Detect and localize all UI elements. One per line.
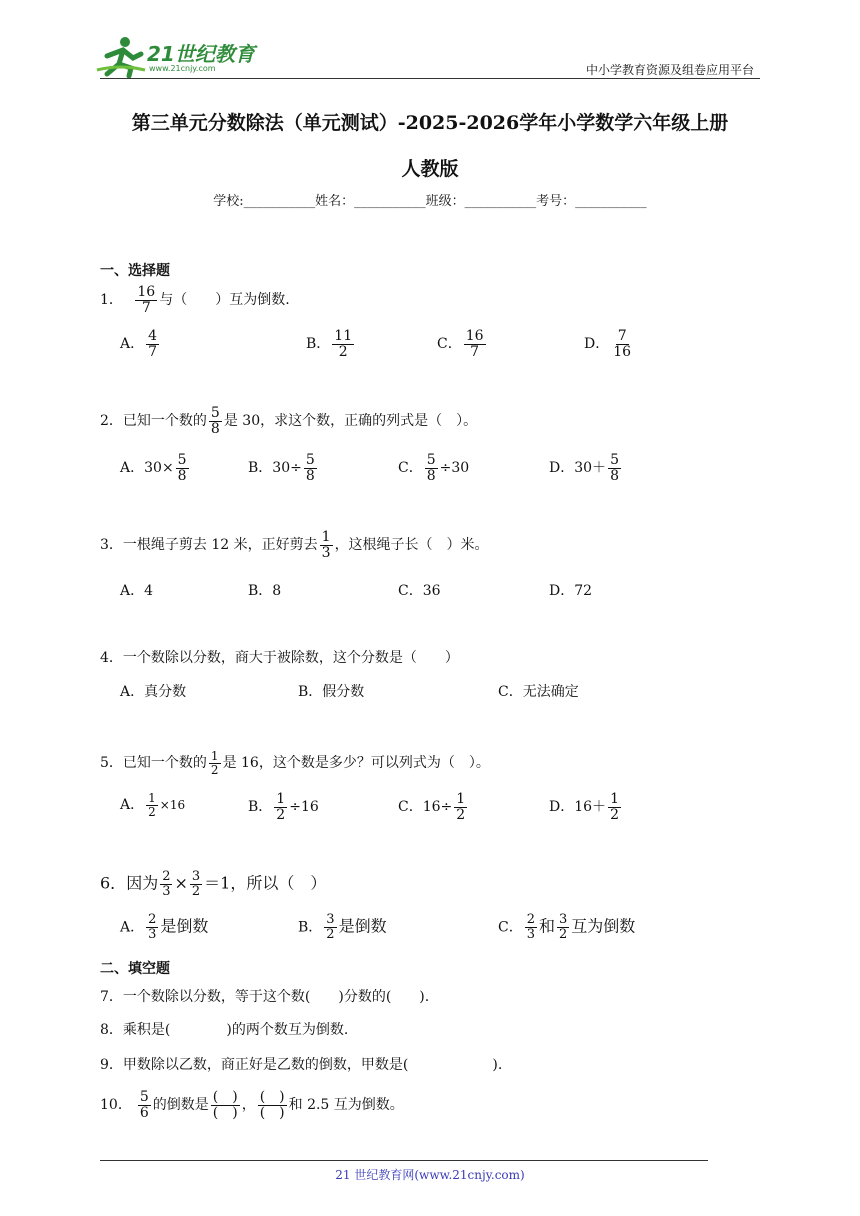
platform-name: 中小学教育资源及组卷应用平台 — [585, 63, 754, 77]
question-10: 10． $\frac{5}{6}$ 的倒数是 $\frac{( )}{( )}$ ， $\frac{( )}{( )}$ 和 2.5 互为倒数。 — [100, 1089, 404, 1121]
question-8: 8．乘积是( )的两个数互为倒数. — [100, 1022, 349, 1038]
q3-option-c[interactable]: C．36 — [398, 583, 441, 599]
q2-option-d[interactable]: D．30＋ $\frac{5}{8}$ — [549, 452, 619, 484]
header-logo — [95, 34, 265, 78]
header-rule — [100, 78, 760, 79]
question-4: 4．一个数除以分数，商大于被除数，这个分数是（ ） — [100, 650, 459, 666]
section-fill-heading: 二、填空题 — [100, 961, 170, 977]
question-7: 7．一个数除以分数，等于这个数( )分数的( ). — [100, 989, 430, 1005]
question-5: 5．已知一个数的 $\frac{1}{2}$ 是 16，这个数是多少？可以列式为（ ）。 — [100, 749, 490, 777]
q3-option-a[interactable]: A．4 — [120, 583, 154, 599]
q5-option-a[interactable]: A． $\frac{1}{2}$ ×16 — [120, 791, 186, 819]
footer-text: 21 世纪教育网(www.21cnjy.com) — [335, 1168, 525, 1182]
student-info-line: 学校:___________姓名：___________班级：___________考号：___________ — [213, 194, 647, 209]
q6-option-a[interactable]: A． $\frac{2}{3}$ 是倒数 — [120, 912, 209, 942]
q1-option-b[interactable]: B． $\frac{11}{2}$ — [306, 328, 353, 360]
section-choice-heading: 一、选择题 — [100, 263, 170, 279]
q4-option-b[interactable]: B．假分数 — [298, 684, 365, 700]
logo-url: www.21cnjy.com — [149, 64, 216, 73]
q2-option-a[interactable]: A．30× $\frac{5}{8}$ — [120, 452, 187, 484]
fraction: $\frac{1}{3}$ — [321, 529, 331, 561]
q5-option-b[interactable]: B． $\frac{1}{2}$ ÷16 — [248, 791, 319, 823]
answer-blank[interactable]: $\frac{( )}{( )}$ — [212, 1089, 238, 1121]
q1-option-d[interactable]: D． $\frac{7}{16}$ — [584, 328, 632, 360]
fraction: $\frac{16}{7}$ — [137, 284, 156, 316]
page-subtitle: 人教版 — [401, 158, 459, 180]
q6-option-c[interactable]: C． $\frac{2}{3}$ 和 $\frac{3}{2}$ 互为倒数 — [498, 912, 636, 942]
fraction: $\frac{1}{2}$ — [210, 749, 219, 777]
question-6: 6．因为 $\frac{2}{3}$ × $\frac{3}{2}$ ＝1，所以（ ） — [100, 869, 327, 899]
q2-option-c[interactable]: C． $\frac{5}{8}$ ÷30 — [398, 452, 470, 484]
q2-option-b[interactable]: B．30÷ $\frac{5}{8}$ — [248, 452, 315, 484]
q3-option-b[interactable]: B．8 — [248, 583, 282, 599]
q4-option-a[interactable]: A．真分数 — [120, 684, 187, 700]
q5-option-c[interactable]: C．16÷ $\frac{1}{2}$ — [398, 791, 466, 823]
fraction: $\frac{5}{8}$ — [210, 405, 220, 437]
q6-option-b[interactable]: B． $\frac{3}{2}$ 是倒数 — [298, 912, 387, 942]
fraction: $\frac{3}{2}$ — [191, 869, 201, 899]
question-2: 2．已知一个数的 $\frac{5}{8}$ 是 30，求这个数，正确的列式是（ ）。 — [100, 405, 478, 437]
q1-option-a[interactable]: A． $\frac{4}{7}$ — [120, 328, 158, 360]
page-title: 第三单元分数除法（单元测试）-2025-2026学年小学数学六年级上册 — [131, 112, 729, 134]
question-9: 9．甲数除以乙数，商正好是乙数的倒数，甲数是( ). — [100, 1057, 503, 1073]
fraction: $\frac{2}{3}$ — [162, 869, 171, 899]
answer-blank[interactable]: $\frac{( )}{( )}$ — [259, 1089, 285, 1121]
q4-option-c[interactable]: C．无法确定 — [498, 684, 579, 700]
q5-option-d[interactable]: D．16＋ $\frac{1}{2}$ — [549, 791, 619, 823]
question-3: 3．一根绳子剪去 12 米，正好剪去 $\frac{1}{3}$ ，这根绳子长（ ）米。 — [100, 529, 489, 561]
q1-option-c[interactable]: C． $\frac{16}{7}$ — [437, 328, 484, 360]
question-1: 1． $\frac{16}{7}$ 与（ ）互为倒数. — [100, 284, 290, 316]
footer-rule — [100, 1160, 708, 1161]
logo-text: 21世纪教育 — [147, 42, 255, 66]
fraction: $\frac{5}{6}$ — [139, 1089, 149, 1121]
q3-option-d[interactable]: D．72 — [549, 583, 593, 599]
runner-logo-icon — [95, 34, 147, 78]
